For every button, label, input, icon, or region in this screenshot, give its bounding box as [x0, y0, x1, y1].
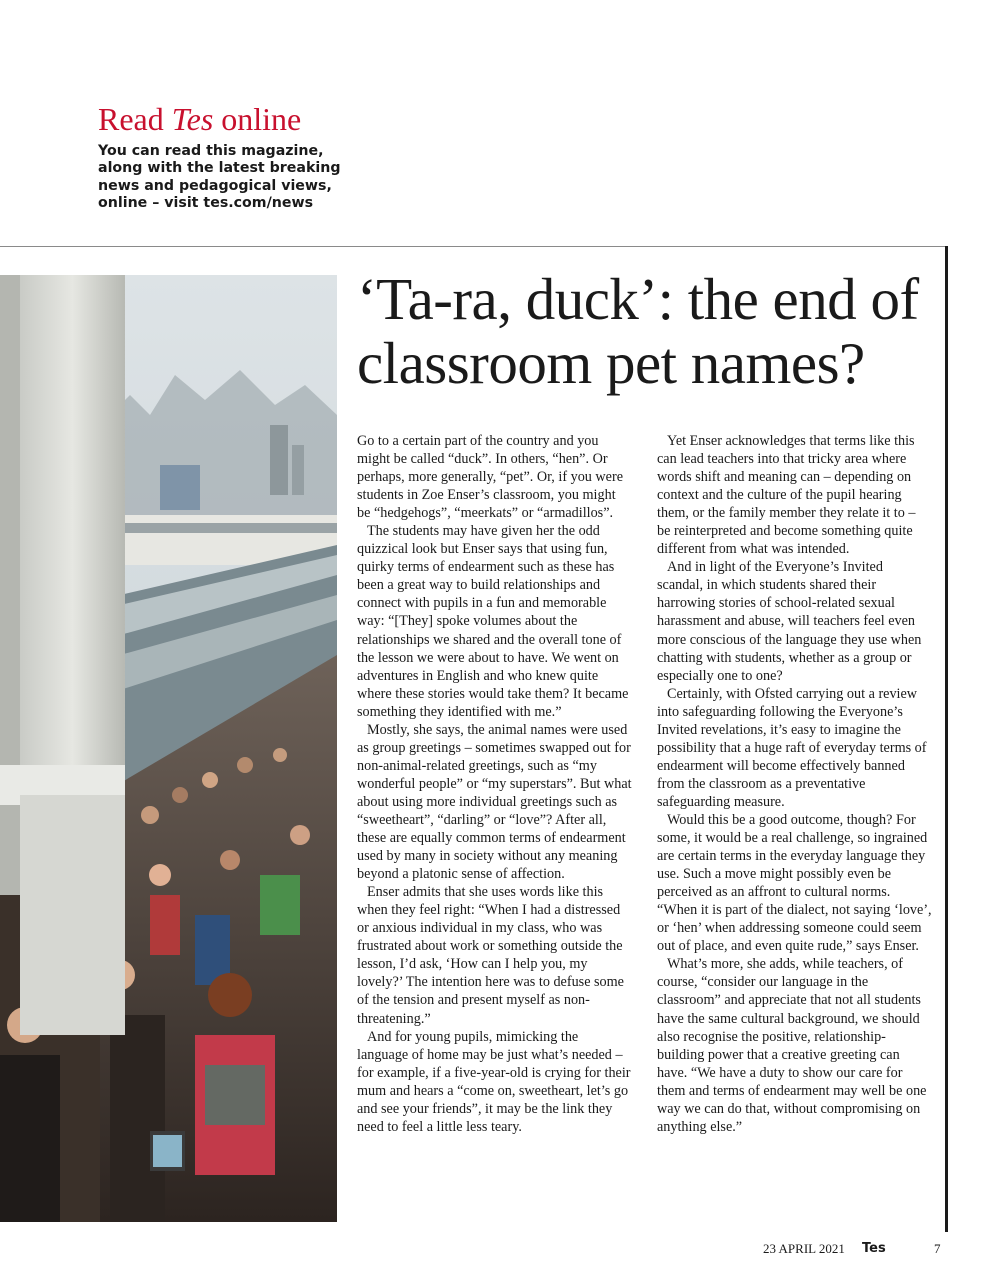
issue-date: 23 APRIL 2021 [763, 1241, 845, 1256]
article-paragraph: Mostly, she says, the animal names were used as group greetings – sometimes swapped out for non-animal-related greetings, such as “my wonderful people” or “my superstars”. But what about using more individual greetings such as “sweetheart”, “darling” or “love”? After all, these are equally common terms of endearment used by many in society without any meaning beyond a platonic sense of affection. [357, 721, 632, 883]
promo-heading-suffix: online [213, 101, 302, 137]
footer-brand: Tes [862, 1241, 886, 1256]
promo-heading-prefix: Read [98, 101, 172, 137]
top-divider [0, 246, 946, 247]
page-number: 7 [934, 1241, 941, 1256]
article-paragraph: Certainly, with Ofsted carrying out a review into safeguarding following the Everyone’s Invited revelations, it’s easy to imagine the possibility that a huge raft of everyday terms of endearment will become effectively banned from the classroom as a preventative safeguarding measure. [657, 685, 927, 810]
article-paragraph: And in light of the Everyone’s Invited scandal, in which students shared their harrowing stories of school-related sexual harassment and abuse, will teachers feel even more conscious of the language they use when chatting with students, whether as a group or especially one to one? [657, 559, 922, 684]
article-paragraph: Yet Enser acknowledges that terms like this can lead teachers into that tricky area where words shift and meaning can – depending on context and the culture of the pupil hearing them, or the family member they relate it to – be reinterpreted and become something quite different from what was intended. [657, 433, 916, 558]
article-paragraph: Would this be a good outcome, though? For some, it would be a real challenge, so ingrained are certain terms in the everyday language they use. Such a move might possibly even be perceived as an affront to cultural norms. “When it is part of the dialect, not saying ‘love’, or ‘hen’ when addressing someone could seem out of place, and even quite rude,” says Enser. [657, 811, 932, 955]
article-paragraph: And for young pupils, mimicking the language of home may be just what’s needed – for example, if a five-year-old is crying for their mum and hears a “come on, sweetheart, let’s go and see your friends”, it may be the link they need to feel a little less teary. [357, 1028, 631, 1135]
article-column-right [657, 432, 932, 1136]
crowd-photo [0, 275, 337, 1222]
promo-text: You can read this magazine, along with the latest breaking news and pedagogical views, online – visit tes.com/news [98, 143, 341, 212]
promo-heading [98, 100, 301, 138]
article-headline: ‘Ta-ra, duck’: the end of classroom pet names? [357, 266, 919, 396]
article-paragraph: What’s more, she adds, while teachers, of course, “consider our language in the classroom” and appreciate that not all students have the same cultural background, we should also recognise the positive, relationship-building power that a creative greeting can have. “We have a duty to show our care for them and terms of endearment may well be one way we can do that, without compromising on anything else.” [657, 956, 927, 1135]
article-paragraph: The students may have given her the odd quizzical look but Enser says that using fun, quirky terms of endearment such as these has been a great way to build relationships and connect with pupils in a fun and memorable way: “[They] spoke volumes about the relationships we shared and the overall tone of the lesson we were about to have. We went on adventures in English and who knew quite where these stories would take them? It became something they identified with me.” [357, 523, 629, 720]
article-column-left [357, 432, 632, 1136]
promo-heading-brand: Tes [171, 101, 214, 137]
article-paragraph: Enser admits that she uses words like this when they feel right: “When I had a distressed or anxious individual in my class, who was frustrated about work or something outside the lesson, I’d ask, ‘How can I help you, my lovely?’ The intention here was to defuse some of the tension and present myself as non-threatening.” [357, 884, 624, 1027]
article-paragraph: Go to a certain part of the country and you might be called “duck”. In others, “hen”. Or perhaps, more generally, “pet”. Or, if you were students in Zoe Enser’s classroom, you might be “hedgehogs”, “meerkats” or “armadillos”. [357, 433, 623, 522]
